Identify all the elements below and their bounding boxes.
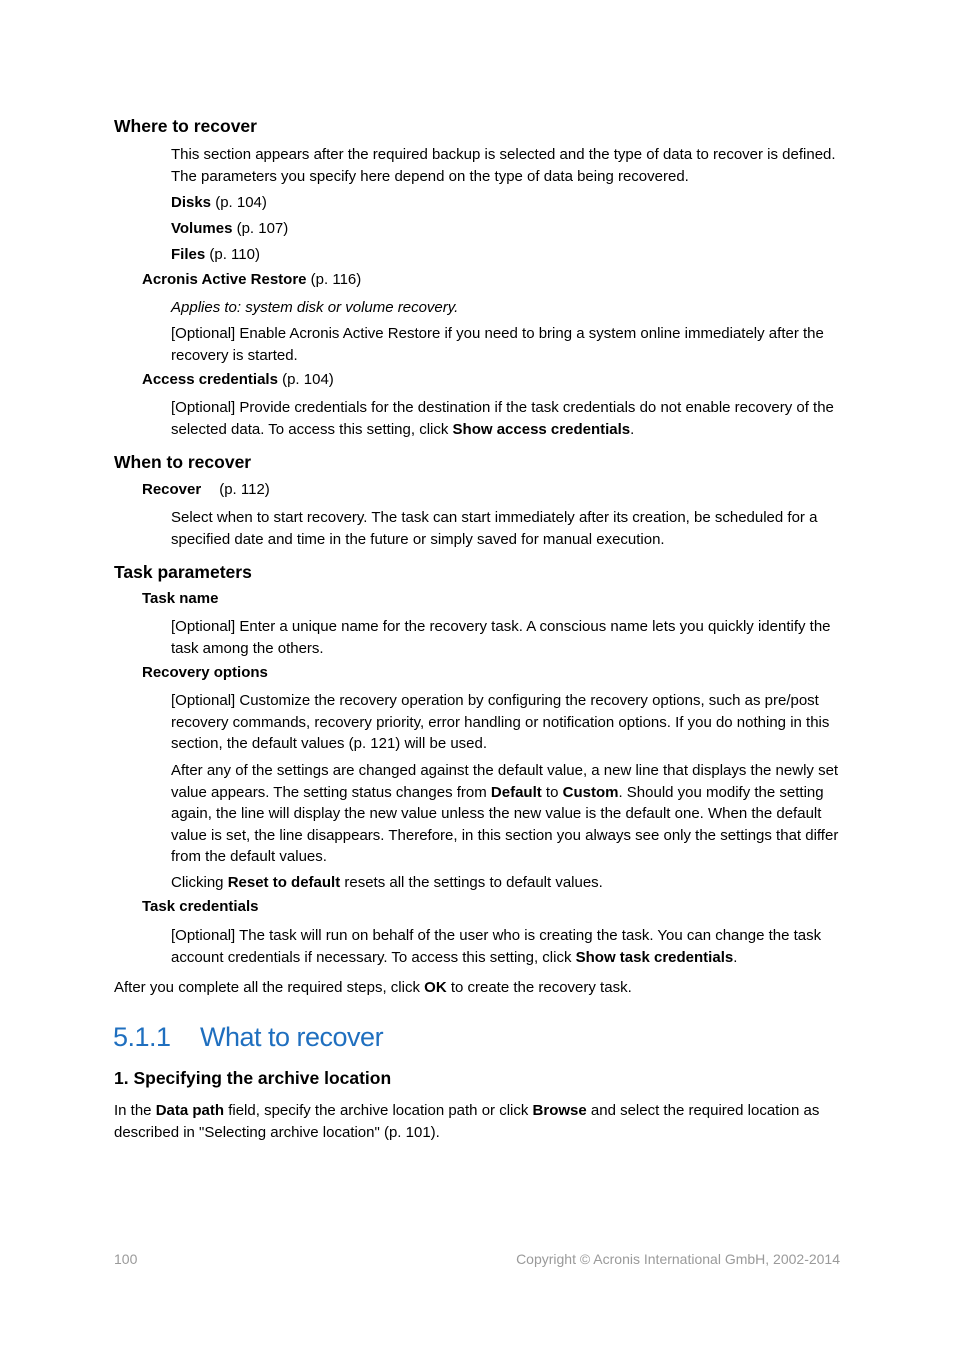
- after-a: After you complete all the required steps, click: [114, 979, 425, 996]
- task-name-desc: [171, 616, 851, 659]
- recovery-options-desc2-text: [171, 760, 851, 868]
- access-desc-text: [171, 397, 851, 440]
- reset-c: resets all the settings to default values.: [340, 874, 603, 891]
- reset-desc-text: [171, 872, 851, 894]
- cred-desc-bold: Show task credentials: [575, 948, 734, 966]
- task-credentials-label: Task credentials: [142, 898, 259, 915]
- after-steps: [114, 977, 844, 999]
- disks-link[interactable]: (p. 104): [211, 194, 267, 211]
- archive-location-desc: [114, 1100, 844, 1143]
- step-b: Data path: [155, 1102, 225, 1119]
- aar-label: Acronis Active Restore: [142, 271, 307, 288]
- section-number: 5.1.1: [113, 1022, 171, 1052]
- reset-desc: [171, 872, 851, 894]
- options-desc2-b: Default: [490, 783, 542, 801]
- recovery-options-desc2: [171, 760, 851, 868]
- aar-desc: [171, 323, 851, 366]
- recover-label: Recover: [142, 481, 202, 498]
- task-name-desc-text: [Optional] Enter a unique name for the recovery task. A conscious name lets you quickly identify the task among the others.: [171, 618, 831, 657]
- recovery-options-desc-text: [Optional] Customize the recovery operation by configuring the recovery options, such as pre/post recovery commands, recovery priority, error handling or notification options. If you do nothing in this section, the default values (p. 121) will be used.: [171, 692, 830, 752]
- options-desc2-c: to: [541, 783, 563, 801]
- recover-desc: [171, 507, 851, 550]
- section-title: What to recover: [200, 1022, 384, 1052]
- recover-link[interactable]: (p. 112): [219, 481, 270, 498]
- options-desc2-d: Custom: [562, 783, 619, 801]
- task-name-item: [142, 590, 218, 607]
- files-link[interactable]: (p. 110): [205, 246, 260, 263]
- heading-task-parameters: Task parameters: [114, 562, 252, 582]
- page-number: 100: [114, 1251, 138, 1267]
- access-desc-a: [Optional] Provide credentials for the destination if the task credentials do not enable recovery of the selected data. To access this setting, click: [171, 399, 834, 438]
- heading-when-to-recover: When to recover: [114, 452, 252, 472]
- aar-applies-text: Applies to: system disk or volume recovery.: [171, 299, 459, 316]
- access-link[interactable]: (p. 104): [277, 371, 334, 388]
- recovery-options-label: Recovery options: [142, 664, 268, 681]
- options-desc2-e: . Should you modify the setting again, the line will display the new value unless the new value is the default one. When the default value is set, the line disappears. Therefore, in this section you always see only the settings that differ from the default values.: [171, 783, 839, 865]
- access-desc-c: .: [630, 420, 635, 438]
- options-desc2-a: After any of the settings are changed against the default value, a new line that displays the newly set value appears. The setting status changes from: [171, 762, 839, 801]
- cred-desc-c: .: [733, 948, 738, 966]
- task-credentials-desc-text: [171, 925, 851, 968]
- volumes-item: [171, 218, 851, 240]
- task-name-label: Task name: [142, 590, 219, 607]
- aar-applies: [171, 297, 851, 319]
- where-intro: [171, 144, 851, 187]
- access-desc-bold: Show access credentials: [452, 420, 631, 438]
- step-d: Browse: [532, 1102, 587, 1119]
- heading-where-to-recover: Where to recover: [114, 116, 257, 136]
- recover-desc-text: Select when to start recovery. The task can start immediately after its creation, be scheduled for a specified date and time in the future or simply saved for manual execution.: [171, 509, 818, 548]
- files-label: Files: [171, 246, 206, 263]
- aar-item: [142, 271, 361, 288]
- access-label: Access credentials: [142, 371, 278, 388]
- volumes-label: Volumes: [171, 220, 233, 237]
- where-intro-text: This section appears after the required backup is selected and the type of data to recover is defined. The parameters you specify here depend on the type of data being recovered.: [171, 146, 836, 185]
- recovery-options-item: [142, 664, 268, 681]
- copyright: Copyright © Acronis International GmbH, 2002-2014: [516, 1251, 840, 1267]
- cred-desc-a: [Optional] The task will run on behalf of the user who is creating the task. You can change the task account credentials if necessary. To access this setting, click: [171, 927, 822, 966]
- disks-item: [171, 192, 851, 214]
- recover-item: [142, 481, 270, 498]
- heading-specifying-archive-location: 1. Specifying the archive location: [114, 1068, 392, 1088]
- after-b: OK: [424, 979, 447, 996]
- task-credentials-desc: [171, 925, 851, 968]
- step-e: and select the required location as described in "Selecting archive location" (p. 101).: [114, 1102, 820, 1141]
- reset-b: Reset to default: [227, 874, 341, 891]
- aar-link[interactable]: (p. 116): [306, 271, 362, 288]
- access-item: [142, 371, 334, 388]
- volumes-link[interactable]: (p. 107): [232, 220, 289, 237]
- recovery-options-desc: [171, 690, 851, 755]
- reset-a: Clicking: [171, 874, 228, 891]
- access-desc: [171, 397, 851, 440]
- step-c: field, specify the archive location path or click: [224, 1102, 533, 1119]
- files-item: [171, 244, 851, 266]
- aar-desc-text: [Optional] Enable Acronis Active Restore if you need to bring a system online immediately after the recovery is started.: [171, 325, 824, 364]
- task-credentials-item: [142, 898, 258, 915]
- disks-label: Disks: [171, 194, 212, 211]
- after-c: to create the recovery task.: [446, 979, 632, 996]
- step-a: In the: [114, 1102, 156, 1119]
